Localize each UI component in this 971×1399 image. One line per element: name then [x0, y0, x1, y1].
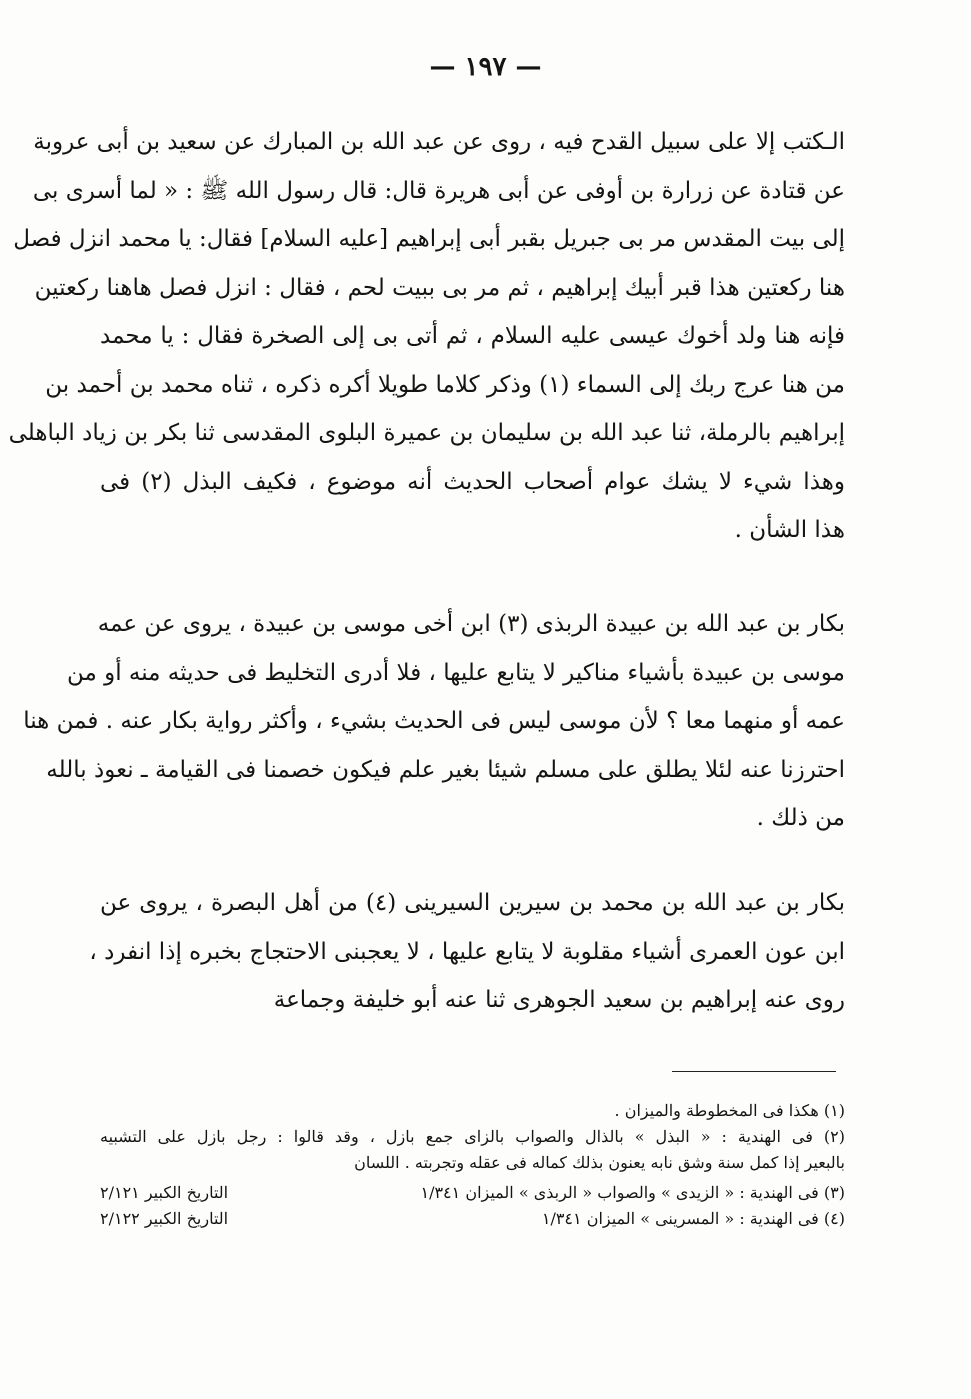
text-line: إبراهيم بالرملة، ثنا عبد الله بن سليمان بن عميرة البلوى المقدسى ثنا بكر بن زياد الباهلى [8, 420, 845, 446]
footnote-4 [100, 1206, 845, 1232]
footnote-4-reference: التاريخ الكبير ٢/١٢٢ [100, 1209, 229, 1228]
text-line: بكار بن عبد الله بن عبيدة الربذى (٣) ابن أخى موسى بن عبيدة ، يروى عن عمه [97, 611, 845, 637]
text-line: عن قتادة عن زرارة بن أوفى عن أبى هريرة قال: قال رسول الله ﷺ : « لما أسرى بى [32, 177, 845, 204]
paragraph-1 [8, 118, 846, 555]
footnote-2: (٢) فى الهندية : « البذل » بالذال والصواب بالزاى جمع بازل ، وقد قالوا : رجل بازل على التشبيه [100, 1127, 845, 1146]
text-line: بكار بن عبد الله بن محمد بن سيرين السيرينى (٤) من أهل البصرة ، يروى عن [100, 890, 845, 916]
text-line: احترزنا عنه لئلا يطلق على مسلم شيئا بغير علم فيكون خصمنا فى القيامة ـ نعوذ بالله [46, 756, 845, 783]
text-line: موسى بن عبيدة بأشياء مناكير لا يتابع عليها ، فلا أدرى التخليط فى حديثه منه أو من [66, 659, 845, 686]
footnote-3 [100, 1180, 845, 1206]
footnote-4-text: (٤) فى الهندية : « المسرينى » الميزان ١/٣٤١ [541, 1209, 845, 1228]
paragraph-2 [23, 600, 845, 843]
text-line: فإنه هنا ولد أخوك عيسى عليه السلام ، ثم أتى بى إلى الصخرة فقال : يا محمد [100, 323, 845, 349]
text-line: من هنا عرج ربك إلى السماء (١) وذكر كلاما طويلا أكره ذكره ، ثناه محمد بن أحمد بن [45, 371, 845, 398]
footnote-1: (١) هكذا فى المخطوطة والميزان . [614, 1101, 845, 1120]
footnote-divider [672, 1071, 836, 1072]
page-number: — ١٩٧ — [429, 52, 542, 82]
text-line: وهذا شيء لا يشك عوام أصحاب الحديث أنه موضوع ، فكيف البذل (٢) فى [100, 468, 846, 495]
text-line: إلى بيت المقدس مر بى جبريل بقبر أبى إبراهيم [عليه السلام] فقال: يا محمد انزل فصل [13, 226, 845, 252]
footnotes [100, 1098, 845, 1232]
text-line: هنا ركعتين هذا قبر أبيك إبراهيم ، ثم مر بى ببيت لحم ، فقال : انزل فصل هاهنا ركعتين [34, 274, 845, 301]
text-line: عمه أو منهما معا ؟ لأن موسى ليس فى الحديث بشيء ، وأكثر رواية بكار عنه . فمن هنا [23, 708, 845, 734]
text-line: الـكتب إلا على سبيل القدح فيه ، روى عن عبد الله بن المبارك عن سعيد بن أبى عروبة [33, 129, 845, 155]
footnote-3-reference: التاريخ الكبير ٢/١٢١ [100, 1183, 229, 1202]
text-line: ابن عون العمرى أشياء مقلوبة لا يتابع عليها ، لا يعجبنى الاحتجاج بخبره إذا انفرد ، [89, 938, 845, 965]
text-line: من ذلك . [756, 805, 845, 831]
footnote-2-continued: بالبعير إذا كمل سنة وشق نابه يعنون بذلك كماله فى عقله وتجربته . اللسان [354, 1153, 845, 1172]
text-line: روى عنه إبراهيم بن سعيد الجوهرى ثنا عنه أبو خليفة وجماعة [273, 987, 845, 1013]
paragraph-3 [89, 879, 845, 1025]
text-line: هذا الشأن . [734, 517, 845, 543]
footnote-3-text: (٣) فى الهندية : « الزيدى » والصواب « الربذى » الميزان ١/٣٤١ [420, 1183, 845, 1202]
